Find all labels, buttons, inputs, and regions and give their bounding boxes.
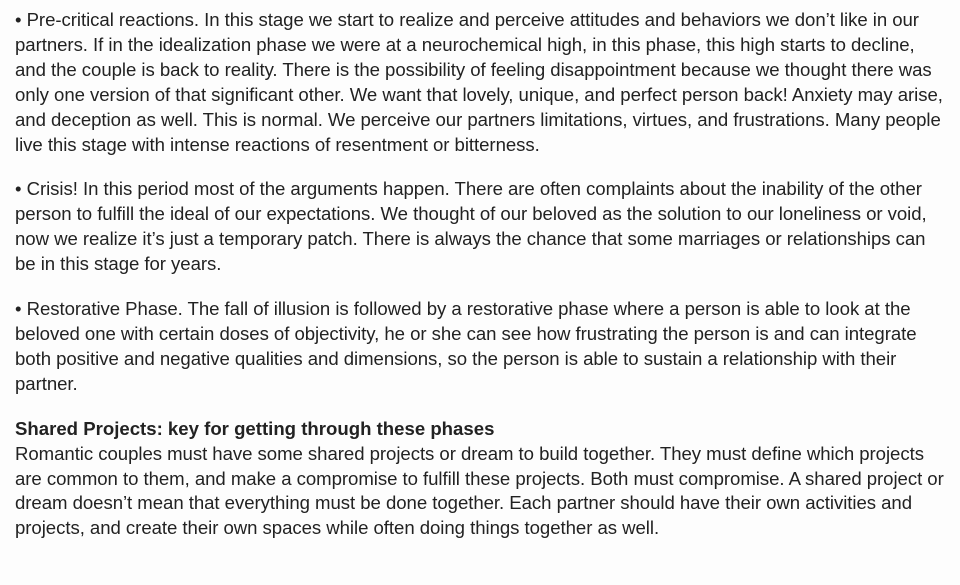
section-heading-shared-projects: Shared Projects: key for getting through these phases [15, 417, 495, 439]
paragraph-shared-projects: Romantic couples must have some shared projects or dream to build together. They must define which projects are common to them, and make a compromise to fulfill these projects. Both must compromise. A shared project or dream doesn’t mean that everything must be done together. Each partner should have their own activities and projects, and create their own spaces while often doing things together as well. [15, 442, 944, 539]
paragraph-crisis: • Crisis! In this period most of the arguments happen. There are often complaints about the inability of the other person to fulfill the ideal of our expectations. We thought of our beloved as the solution to our loneliness or void, now we realize it’s just a temporary patch. There is always the chance that some marriages or relationships can be in this stage for years. [15, 178, 927, 275]
paragraph-pre-critical-reactions: • Pre-critical reactions. In this stage we start to realize and perceive attitudes and behaviors we don’t like in our partners. If in the idealization phase we were at a neurochemical high, in this phase, this high starts to decline, and the couple is back to reality. There is the possibility of feeling disappointment because we thought there was only one version of that significant other. We want that lovely, unique, and perfect person back! Anxiety may arise, and deception as well. This is normal. We perceive our partners limitations, virtues, and frustrations. Many people live this stage with intense reactions of resentment or bitterness. [15, 9, 943, 155]
paragraph-restorative-phase: • Restorative Phase. The fall of illusion is followed by a restorative phase where a person is able to look at the beloved one with certain doses of objectivity, he or she can see how frustrating the person is and can integrate both positive and negative qualities and dimensions, so the person is able to sustain a relationship with their partner. [15, 298, 917, 394]
